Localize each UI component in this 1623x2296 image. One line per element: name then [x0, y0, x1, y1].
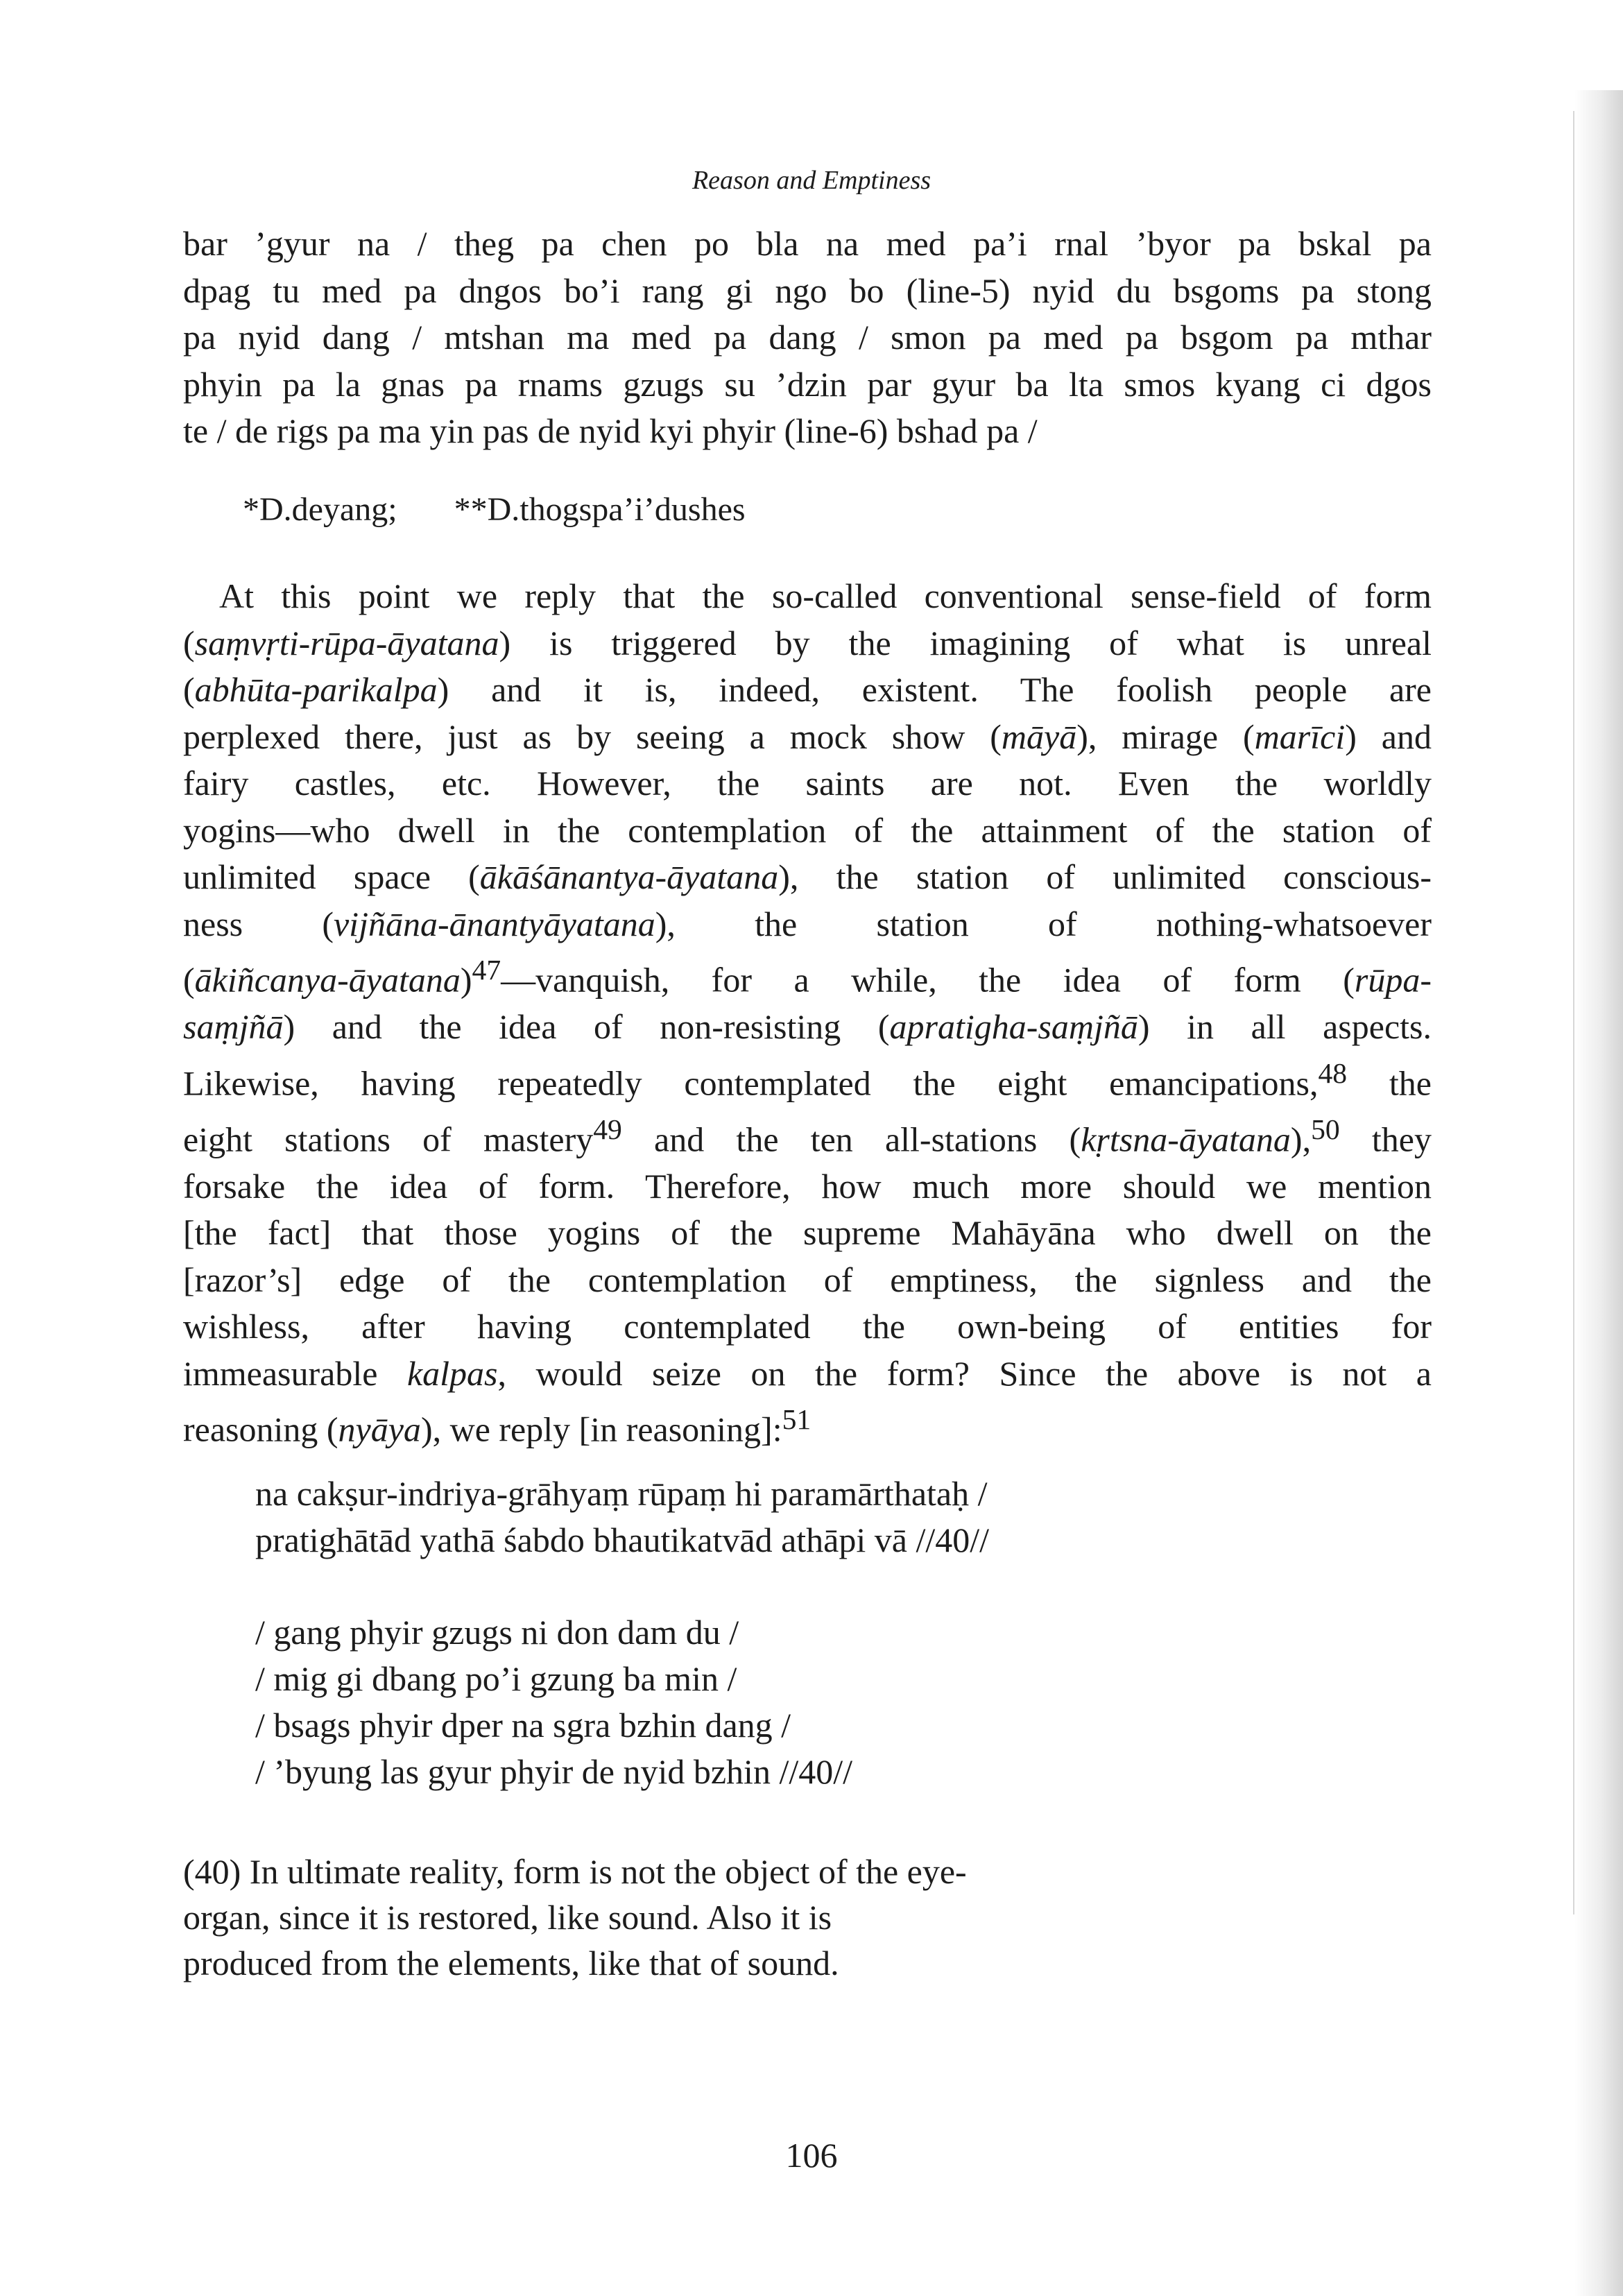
sanskrit-verse	[255, 1471, 989, 1563]
paragraph-line: [razor’s] edge of the contemplation of emptiness, the signless and the	[183, 1260, 1432, 1299]
paragraph-line: ness (vijñāna-ānantyāyatana), the station of nothing-whatsoever	[183, 904, 1432, 943]
paragraph-line: immeasurable kalpas, would seize on the form? Since the above is not a	[183, 1353, 1432, 1393]
translation-line: organ, since it is restored, like sound. Also it is	[183, 1898, 832, 1937]
scan-edge-shadow	[1574, 90, 1623, 2296]
tibetan-line: pa nyid dang / mtshan ma med pa dang / smon pa med pa bsgom pa mthar	[183, 318, 1432, 357]
tibetan-verse	[255, 1609, 852, 1795]
tibetan-line: phyin pa la gnas pa rnams gzugs su ’dzin par gyur ba lta smos kyang ci dgos	[183, 364, 1432, 404]
translation-line: produced from the elements, like that of sound.	[183, 1944, 839, 1982]
tibetan-prose-block	[183, 221, 1432, 455]
paragraph-line: wishless, after having contemplated the own-being of entities for	[183, 1307, 1432, 1346]
paragraph-line: yogins—who dwell in the contemplation of the attainment of the station of	[183, 810, 1432, 850]
paragraph-line: saṃjñā) and the idea of non-resisting (apratigha-saṃjñā) in all aspects.	[183, 1007, 1432, 1047]
paragraph-line: perplexed there, just as by seeing a mock show (māyā), mirage (marīci) and	[183, 717, 1432, 756]
translation-line: (40) In ultimate reality, form is not the object of the eye-	[183, 1852, 967, 1891]
verse-line: / gang phyir gzugs ni don dam du /	[255, 1613, 739, 1652]
paragraph-line: (saṃvṛti-rūpa-āyatana) is triggered by the imagining of what is unreal	[183, 623, 1432, 662]
paragraph-line: (abhūta-parikalpa) and it is, indeed, existent. The foolish people are	[183, 670, 1432, 709]
verse-line: pratighātād yathā śabdo bhautikatvād athāpi vā //40//	[255, 1520, 990, 1559]
running-header: Reason and Emptiness	[692, 166, 931, 195]
paragraph-line: Likewise, having repeatedly contemplated the eight emancipations,$^{48}$ the	[183, 1057, 1432, 1103]
paragraph-line: unlimited space (ākāśānantya-āyatana), the station of unlimited conscious-	[183, 857, 1432, 896]
paragraph-line: At this point we reply that the so-called conventional sense-field of form	[219, 576, 1432, 615]
verse-translation	[183, 1849, 967, 1986]
verse-line: na cakṣur-indriya-grāhyaṃ rūpaṃ hi paramārthataḥ /	[255, 1474, 988, 1513]
paragraph-line: fairy castles, etc. However, the saints are not. Even the worldly	[183, 764, 1432, 803]
page-number: 106	[785, 2136, 838, 2175]
paragraph-line: reasoning (nyāya), we reply [in reasoning]:$^{51}$	[183, 1404, 812, 1450]
variant-reading: **D.thogspa’i’dushes	[454, 491, 746, 528]
main-paragraph	[183, 573, 1432, 1454]
variant-readings-note	[243, 486, 746, 534]
tibetan-line: dpag tu med pa dngos bo’i rang gi ngo bo (line-5) nyid du bsgoms pa stong	[183, 271, 1432, 310]
verse-line: / ’byung las gyur phyir de nyid bzhin //40//	[255, 1752, 853, 1791]
tibetan-line: te / de rigs pa ma yin pas de nyid kyi phyir (line-6) bshad pa /	[183, 411, 1038, 450]
paragraph-line: eight stations of mastery$^{49}$ and the ten all-stations (kṛtsna-āyatana),$^{50}$ they	[183, 1113, 1432, 1159]
paragraph-line: [the fact] that those yogins of the supreme Mahāyāna who dwell on the	[183, 1213, 1432, 1253]
paragraph-line: forsake the idea of form. Therefore, how much more should we mention	[183, 1166, 1432, 1206]
verse-line: / bsags phyir dper na sgra bzhin dang /	[255, 1706, 791, 1745]
paragraph-line: (ākiñcanya-āyatana)$^{47}$—vanquish, for a while, the idea of form (rūpa-	[183, 954, 1432, 1000]
verse-line: / mig gi dbang po’i gzung ba min /	[255, 1659, 737, 1698]
tibetan-line: bar ’gyur na / theg pa chen po bla na med pa’i rnal ’byor pa bskal pa	[183, 224, 1432, 263]
variant-reading: *D.deyang;	[243, 491, 397, 528]
